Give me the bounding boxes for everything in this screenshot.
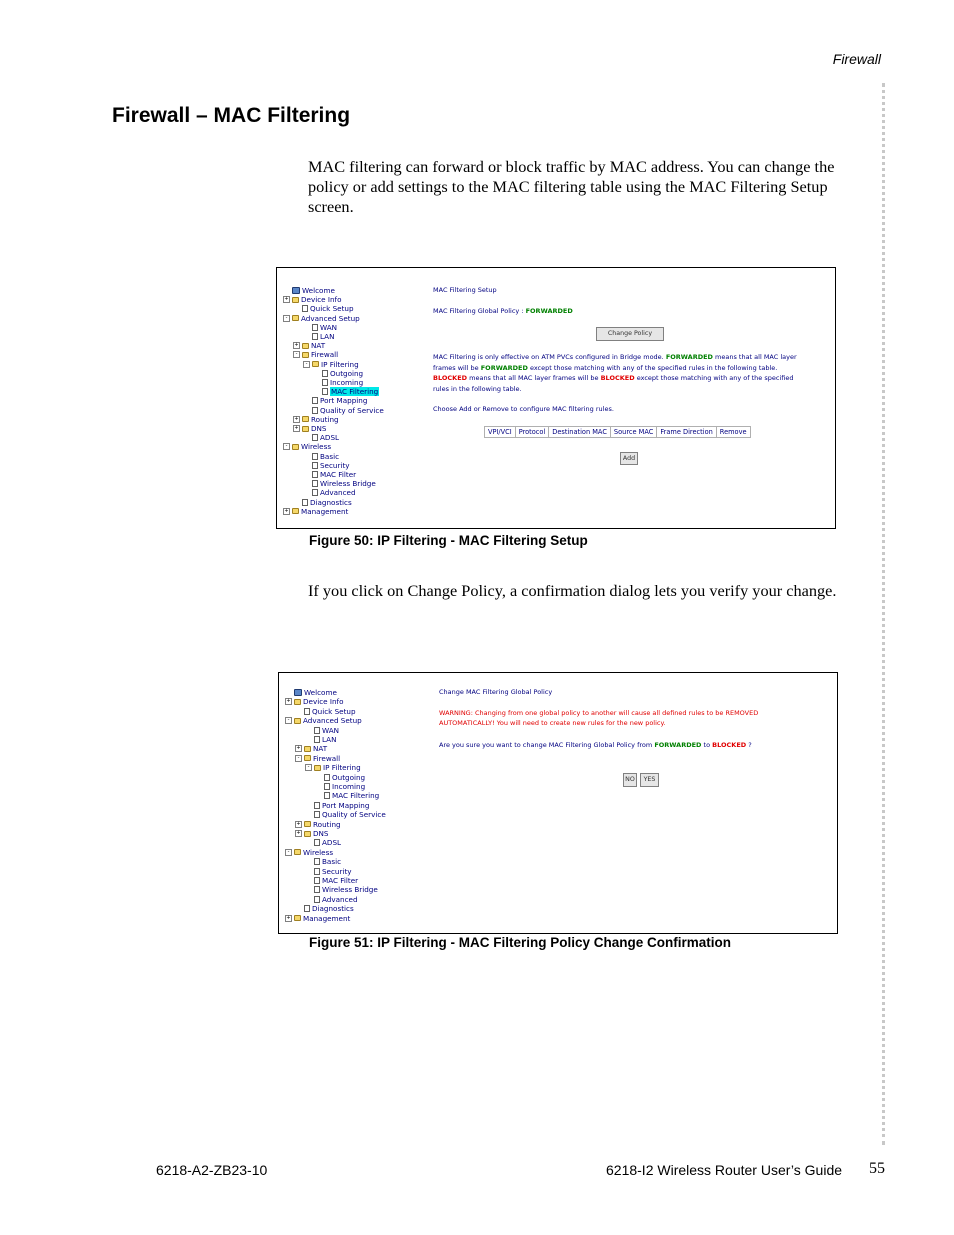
warning-line-1: WARNING: Changing from one global policy to another will cause all defined rules to be REMOVED bbox=[439, 709, 759, 717]
warning-line-2: AUTOMATICALLY! You will need to create new rules for the new policy. bbox=[439, 719, 666, 727]
tree-item-label: MAC Filter bbox=[320, 470, 357, 479]
page-icon bbox=[312, 333, 318, 340]
tree-item-diagnostics[interactable] bbox=[295, 904, 354, 913]
tree-item-label: Wireless bbox=[301, 442, 332, 452]
tree-item-label: Advanced bbox=[320, 488, 356, 498]
col-frame-direction: Frame Direction bbox=[657, 427, 716, 438]
table-header-row bbox=[485, 427, 751, 438]
page-icon bbox=[314, 877, 320, 884]
folder-icon bbox=[292, 444, 299, 450]
tree-item-wireless[interactable] bbox=[285, 848, 333, 857]
collapse-icon[interactable]: - bbox=[295, 755, 302, 762]
tree-item-label: Routing bbox=[311, 414, 339, 424]
policy-description: MAC Filtering is only effective on ATM PVCs configured in Bridge mode. FORWARDED means that all MAC layer frames will be FORWARDED except those matching with any of the specified rules in the following table. BLOCKED means that all MAC layer frames will be BLOCKED except those matching with any of the specified rules in the following table. bbox=[433, 353, 797, 393]
tree-item-label: Basic bbox=[320, 451, 340, 461]
col-source-mac: Source MAC bbox=[610, 427, 656, 438]
collapse-icon[interactable]: - bbox=[285, 849, 292, 856]
tree-item-wireless-bridge[interactable] bbox=[303, 479, 376, 488]
tree-item-device-info[interactable] bbox=[285, 697, 343, 706]
screenshot-policy-confirmation bbox=[278, 672, 838, 934]
page-icon bbox=[322, 379, 328, 386]
col-protocol: Protocol bbox=[515, 427, 549, 438]
tree-item-incoming[interactable] bbox=[313, 378, 363, 387]
page-icon bbox=[314, 896, 320, 903]
tree-item-welcome[interactable] bbox=[285, 688, 337, 697]
tree-item-label: Wireless Bridge bbox=[322, 885, 378, 895]
tree-item-lan[interactable] bbox=[303, 332, 334, 341]
tree-item-label: Device Info bbox=[303, 697, 344, 707]
expand-icon[interactable]: + bbox=[294, 342, 299, 349]
tree-item-mac-filtering[interactable] bbox=[315, 791, 379, 800]
expand-icon[interactable]: + bbox=[294, 425, 299, 431]
page-icon bbox=[314, 727, 320, 734]
col-remove: Remove bbox=[716, 427, 750, 438]
to-policy: BLOCKED bbox=[712, 741, 747, 749]
tree-item-mac-filter[interactable] bbox=[303, 470, 356, 479]
collapse-icon[interactable]: - bbox=[293, 351, 300, 358]
tree-item-lan[interactable] bbox=[305, 735, 336, 744]
tree-item-label: Outgoing bbox=[330, 368, 364, 378]
page-icon bbox=[314, 868, 320, 875]
tree-item-label: Device Info bbox=[301, 295, 342, 305]
globe-icon bbox=[294, 689, 302, 696]
expand-icon[interactable]: + bbox=[294, 415, 299, 422]
tree-item-quality-of-service[interactable] bbox=[303, 406, 384, 415]
folder-icon bbox=[304, 746, 311, 752]
tree-item-wireless-bridge[interactable] bbox=[305, 885, 378, 894]
page-icon bbox=[314, 802, 320, 809]
tree-item-label: MAC Filter bbox=[322, 876, 359, 885]
tree-item-label: Welcome bbox=[302, 286, 335, 295]
folder-icon bbox=[294, 718, 301, 724]
page-icon bbox=[312, 434, 318, 441]
tree-item-label: Wireless bbox=[303, 847, 334, 857]
tree-item-advanced[interactable] bbox=[305, 895, 358, 904]
tree-item-label: WAN bbox=[320, 322, 338, 332]
expand-icon[interactable]: + bbox=[284, 296, 289, 303]
page-icon bbox=[312, 397, 318, 404]
tree-item-basic[interactable] bbox=[303, 452, 339, 461]
collapse-icon[interactable]: - bbox=[285, 717, 292, 724]
tree-item-management[interactable] bbox=[285, 914, 350, 923]
tree-item-adsl[interactable] bbox=[303, 433, 339, 442]
confirm-question: Are you sure you want to change MAC Filtering Global Policy from FORWARDED to BLOCKED ? bbox=[439, 741, 752, 749]
section-title: Firewall – MAC Filtering bbox=[112, 104, 351, 127]
footer-doc-number: 6218-A2-ZB23-10 bbox=[156, 1162, 268, 1178]
tree-item-label: Diagnostics bbox=[312, 904, 354, 914]
tree-item-label: NAT bbox=[313, 744, 328, 754]
page-icon bbox=[324, 783, 330, 790]
page-icon bbox=[314, 886, 320, 893]
tree-item-label: Incoming bbox=[332, 782, 366, 791]
mac-filter-table bbox=[484, 426, 751, 438]
folder-icon bbox=[294, 699, 301, 705]
tree-item-label: Firewall bbox=[311, 350, 339, 360]
tree-item-dns[interactable] bbox=[295, 829, 328, 838]
expand-icon[interactable]: + bbox=[286, 698, 291, 705]
page-icon bbox=[314, 858, 320, 865]
tree-item-label: Management bbox=[301, 506, 349, 516]
page-icon bbox=[312, 480, 318, 487]
expand-icon[interactable]: + bbox=[296, 745, 301, 752]
add-button[interactable]: Add bbox=[620, 452, 638, 465]
tree-item-security[interactable] bbox=[305, 867, 352, 876]
tree-item-label: Incoming bbox=[330, 378, 364, 387]
policy-label: MAC Filtering Global Policy : bbox=[433, 307, 524, 315]
tree-item-label: Advanced Setup bbox=[301, 313, 360, 323]
tree-item-label: IP Filtering bbox=[321, 359, 359, 369]
instruction-text: Choose Add or Remove to configure MAC filtering rules. bbox=[433, 405, 614, 413]
tree-item-port-mapping[interactable] bbox=[305, 801, 369, 810]
intro-paragraph: MAC filtering can forward or block traffic by MAC address. You can change the policy or add settings to the MAC filtering table using the MAC Filtering Setup screen. bbox=[308, 157, 835, 216]
tree-item-wan[interactable] bbox=[303, 323, 337, 332]
tree-item-label: Quick Setup bbox=[310, 304, 354, 314]
tree-item-label: Security bbox=[320, 460, 350, 470]
tree-item-label: Outgoing bbox=[332, 772, 366, 782]
tree-item-label: ADSL bbox=[322, 838, 342, 848]
tree-item-ip-filtering[interactable] bbox=[305, 763, 361, 772]
folder-icon bbox=[304, 831, 311, 837]
folder-icon bbox=[302, 416, 309, 422]
page-icon bbox=[304, 905, 310, 912]
tree-item-label: Port Mapping bbox=[320, 396, 368, 406]
tree-item-label: LAN bbox=[320, 332, 335, 341]
folder-icon bbox=[314, 765, 321, 771]
running-header: Firewall bbox=[832, 51, 881, 67]
tree-item-label: DNS bbox=[313, 829, 329, 838]
tree-item-firewall[interactable] bbox=[293, 350, 338, 359]
expand-icon[interactable]: + bbox=[284, 507, 289, 514]
collapse-icon[interactable]: - bbox=[283, 315, 290, 322]
folder-icon bbox=[292, 508, 299, 514]
tree-item-routing[interactable] bbox=[293, 415, 339, 424]
tree-item-advanced-setup[interactable] bbox=[283, 314, 360, 323]
page-icon bbox=[324, 792, 330, 799]
collapse-icon[interactable]: - bbox=[305, 764, 312, 771]
tree-item-quality-of-service[interactable] bbox=[305, 810, 386, 819]
tree-item-wan[interactable] bbox=[305, 726, 339, 735]
page-icon bbox=[314, 839, 320, 846]
change-policy-paragraph: If you click on Change Policy, a confirmation dialog lets you verify your change. bbox=[308, 581, 837, 600]
screenshot-mac-filtering-setup bbox=[276, 267, 836, 529]
tree-item-label: Advanced Setup bbox=[303, 716, 362, 726]
tree-item-routing[interactable] bbox=[295, 820, 341, 829]
tree-item-label: WAN bbox=[322, 725, 340, 735]
policy-value: FORWARDED bbox=[525, 307, 573, 315]
tree-item-label: Quick Setup bbox=[312, 706, 356, 716]
page-icon bbox=[302, 499, 308, 506]
tree-item-label: Port Mapping bbox=[322, 800, 370, 810]
folder-icon bbox=[312, 361, 319, 367]
page-icon bbox=[314, 736, 320, 743]
tree-item-wireless[interactable] bbox=[283, 442, 331, 451]
tree-item-label: Routing bbox=[313, 819, 341, 829]
tree-item-label: NAT bbox=[311, 341, 326, 351]
footer-guide-title: 6218-I2 Wireless Router User’s Guide bbox=[606, 1162, 843, 1178]
figure-50-caption: Figure 50: IP Filtering - MAC Filtering Setup bbox=[309, 533, 588, 548]
page-number: 55 bbox=[869, 1160, 885, 1177]
folder-icon bbox=[294, 915, 301, 921]
collapse-icon[interactable]: - bbox=[283, 443, 290, 450]
tree-item-label: Quality of Service bbox=[320, 405, 384, 415]
tree-item-mac-filter[interactable] bbox=[305, 876, 358, 885]
change-policy-button[interactable]: Change Policy bbox=[596, 327, 664, 341]
margin-dotted-rule bbox=[882, 83, 885, 1145]
tree-item-quick-setup[interactable] bbox=[295, 707, 356, 716]
global-policy-line bbox=[433, 307, 573, 315]
tree-item-label: Management bbox=[303, 913, 351, 923]
page-icon bbox=[312, 453, 318, 460]
page-icon bbox=[322, 388, 328, 395]
globe-icon bbox=[292, 287, 300, 294]
folder-icon bbox=[302, 426, 309, 432]
tree-item-outgoing[interactable] bbox=[315, 773, 365, 782]
pane-title: MAC Filtering Setup bbox=[433, 286, 497, 294]
tree-item-label: Diagnostics bbox=[310, 497, 352, 507]
tree-item-label: IP Filtering bbox=[323, 763, 361, 773]
tree-item-label: LAN bbox=[322, 735, 337, 744]
tree-item-label: MAC Filtering bbox=[331, 387, 379, 397]
col-destination-mac: Destination MAC bbox=[549, 427, 611, 438]
tree-item-ip-filtering[interactable] bbox=[303, 360, 359, 369]
from-policy: FORWARDED bbox=[654, 741, 702, 749]
page-icon bbox=[312, 462, 318, 469]
tree-item-management[interactable] bbox=[283, 507, 348, 516]
folder-icon bbox=[302, 352, 309, 358]
folder-icon bbox=[302, 343, 309, 349]
tree-item-basic[interactable] bbox=[305, 857, 341, 866]
tree-item-label: Advanced bbox=[322, 894, 358, 904]
folder-icon bbox=[292, 297, 299, 303]
tree-item-quick-setup[interactable] bbox=[293, 304, 354, 313]
tree-item-label: Security bbox=[322, 866, 352, 876]
yes-button[interactable]: YES bbox=[640, 773, 659, 787]
page-icon bbox=[304, 708, 310, 715]
page-icon bbox=[312, 324, 318, 331]
tree-item-security[interactable] bbox=[303, 461, 350, 470]
figure-51-caption: Figure 51: IP Filtering - MAC Filtering Policy Change Confirmation bbox=[309, 935, 732, 950]
tree-item-adsl[interactable] bbox=[305, 838, 341, 847]
page-icon bbox=[312, 471, 318, 478]
tree-item-label: Quality of Service bbox=[322, 810, 386, 820]
tree-item-mac-filtering[interactable] bbox=[313, 387, 379, 396]
page-icon bbox=[312, 489, 318, 496]
page-icon bbox=[322, 370, 328, 377]
tree-item-device-info[interactable] bbox=[283, 295, 341, 304]
tree-item-port-mapping[interactable] bbox=[303, 396, 367, 405]
pane-title: Change MAC Filtering Global Policy bbox=[439, 688, 553, 696]
expand-icon[interactable]: + bbox=[286, 914, 291, 921]
tree-item-dns[interactable] bbox=[293, 424, 326, 433]
expand-icon[interactable]: + bbox=[296, 830, 301, 836]
tree-item-outgoing[interactable] bbox=[313, 369, 363, 378]
col-vpi-vci: VPI/VCI bbox=[485, 427, 516, 438]
tree-item-welcome[interactable] bbox=[283, 286, 335, 295]
page-icon bbox=[302, 305, 308, 312]
tree-item-nat[interactable] bbox=[295, 744, 327, 753]
no-button[interactable]: NO bbox=[623, 773, 637, 787]
page-icon bbox=[324, 774, 330, 781]
folder-icon bbox=[292, 315, 299, 321]
collapse-icon[interactable]: - bbox=[303, 361, 310, 368]
folder-icon bbox=[304, 821, 311, 827]
tree-item-label: Welcome bbox=[304, 688, 337, 697]
tree-item-incoming[interactable] bbox=[315, 782, 365, 791]
tree-item-diagnostics[interactable] bbox=[293, 498, 352, 507]
tree-item-advanced[interactable] bbox=[303, 488, 356, 497]
tree-item-nat[interactable] bbox=[293, 341, 325, 350]
tree-item-label: Wireless Bridge bbox=[320, 479, 376, 489]
folder-icon bbox=[294, 849, 301, 855]
tree-item-label: Firewall bbox=[313, 753, 341, 763]
tree-item-label: MAC Filtering bbox=[332, 791, 380, 801]
page-icon bbox=[312, 407, 318, 414]
folder-icon bbox=[304, 755, 311, 761]
tree-item-firewall[interactable] bbox=[295, 754, 340, 763]
page-icon bbox=[314, 811, 320, 818]
expand-icon[interactable]: + bbox=[296, 820, 301, 827]
tree-item-label: DNS bbox=[311, 424, 327, 433]
tree-item-label: Basic bbox=[322, 857, 342, 867]
tree-item-advanced-setup[interactable] bbox=[285, 716, 362, 725]
tree-item-label: ADSL bbox=[320, 433, 340, 443]
